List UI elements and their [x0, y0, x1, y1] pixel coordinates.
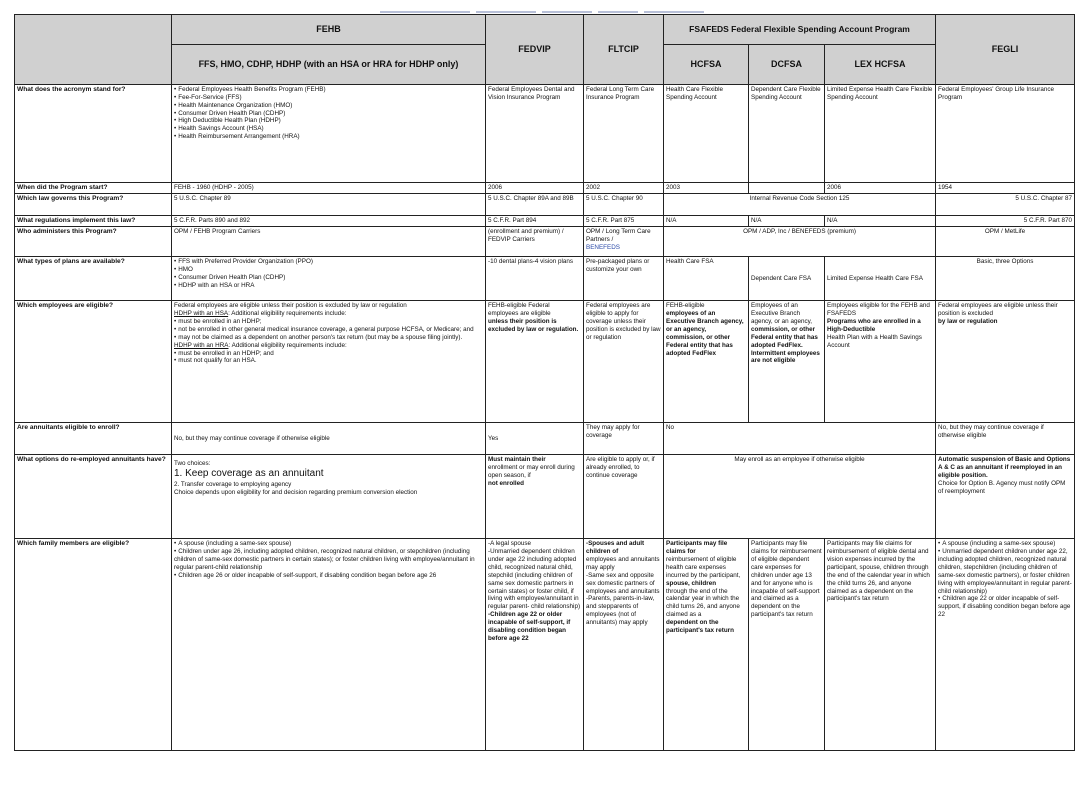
- row-types: [15, 257, 1075, 301]
- cell-text: Federal employees are eligible unless their position is excluded: [938, 302, 1058, 318]
- cell-law-fltcip: 5 U.S.C. Chapter 90: [584, 194, 664, 216]
- cell-types-hcfsa: Health Care FSA: [664, 257, 749, 301]
- cell-text: Automatic suspension of Basic and Options A & C as an annuitant if reemployed in an: [938, 456, 1071, 472]
- cell-text: through the end of the calendar year in which the child turns 26, and anyone claimed as a: [666, 587, 740, 619]
- col-header-fedvip: FEDVIP: [486, 15, 584, 85]
- cell-acronym-fehb: [172, 85, 486, 183]
- cell-annuitants-fltcip: They may apply for coverage: [584, 423, 664, 455]
- list-item: • Federal Employees Health Benefits Program (FEHB): [174, 86, 483, 94]
- list-item: • HDHP with an HSA or HRA: [174, 282, 483, 290]
- list-item: • must not qualify for an HSA.: [174, 357, 483, 365]
- header-row-1: [15, 15, 1075, 45]
- cell-reemployed-fehb: [172, 455, 486, 539]
- cell-family-fehb: [172, 539, 486, 751]
- cell-start-lexhcfsa: 2006: [825, 183, 936, 194]
- row-admin: [15, 227, 1075, 257]
- cell-text: : Additional eligibility requirements include:: [228, 310, 347, 318]
- col-header-fsafeds: FSAFEDS Federal Flexible Spending Account Program: [664, 15, 936, 45]
- list-item: • Health Savings Account (HSA): [174, 125, 483, 133]
- cell-start-fedvip: 2006: [486, 183, 584, 194]
- list-item: • High Deductible Health Plan (HDHP): [174, 117, 483, 125]
- page-header-rule: [380, 0, 710, 6]
- col-header-dcfsa: DCFSA: [749, 45, 825, 85]
- list-item: • HMO: [174, 266, 483, 274]
- cell-eligible-fedvip: [486, 301, 584, 423]
- cell-acronym-fedvip: Federal Employees Dental and Vision Insurance Program: [486, 85, 584, 183]
- row-reemployed: [15, 455, 1075, 539]
- hra-heading: HDHP with an HRA: [174, 341, 229, 349]
- cell-text: -Same sex and opposite sex domestic partners of employees and annuitants: [586, 571, 660, 595]
- cell-regs-hcfsa: N/A: [664, 216, 749, 227]
- row-label-admin: Who administers this Program?: [15, 227, 172, 257]
- cell-family-lexhcfsa: Participants may file claims for reimbursement of eligible dental and vision expenses incurred by the participant, spouse, children through the end of the calendar year in which the child turns 26, and anyone claimed as a dependent on the participant's tax return: [825, 539, 936, 751]
- cell-text: Programs who are enrolled in a High-Deductible: [827, 318, 921, 334]
- cell-law-fegli: 5 U.S.C. Chapter 87: [936, 194, 1075, 216]
- cell-annuitants-fegli: No, but they may continue coverage if otherwise eligible: [936, 423, 1075, 455]
- list-item: • Fee-For-Service (FFS): [174, 94, 483, 102]
- cell-text: -Children age 22 or older incapable of self-support, if disabling condition began before age 22: [488, 611, 571, 642]
- cell-regs-fehb: 5 C.F.R. Parts 890 and 892: [172, 216, 486, 227]
- cell-reemployed-fsafeds: May enroll as an employee if otherwise eligible: [664, 455, 936, 539]
- cell-start-fehb: FEHB - 1960 (HDHP - 2005): [172, 183, 486, 194]
- cell-family-fegli: [936, 539, 1075, 751]
- cell-family-fltcip: [584, 539, 664, 751]
- cell-eligible-fegli: [936, 301, 1075, 423]
- cell-text: Choice depends upon eligibility for and decision regarding premium conversion election: [174, 488, 418, 496]
- row-annuitants: [15, 423, 1075, 455]
- list-item: • Consumer Driven Health Plan (CDHP): [174, 110, 483, 118]
- list-item: • Children age 22 or older incapable of self-support, if disabling condition began before age 22: [938, 595, 1072, 619]
- cell-regs-fltcip: 5 C.F.R. Part 875: [584, 216, 664, 227]
- row-label-family: Which family members are eligible?: [15, 539, 172, 751]
- list-item: • must be enrolled in an HDHP;: [174, 318, 483, 326]
- cell-annuitants-fsafeds: No: [664, 423, 936, 455]
- list-item: • Unmarried dependent children under age 22, including adopted children, recognized natural children, stepchildren (including children of same-sex domestic partners), or foster children living with employee/annuitant in regular parent-child relationship): [938, 548, 1072, 595]
- cell-regs-fedvip: 5 C.F.R. Part 894: [486, 216, 584, 227]
- cell-text: FEHB-eligible Federal employees are eligible: [488, 302, 551, 318]
- col-header-hcfsa: HCFSA: [664, 45, 749, 85]
- cell-reemployed-fedvip: [486, 455, 584, 539]
- cell-admin-fsafeds: OPM / ADP, Inc / BENEFEDS (premium): [664, 227, 936, 257]
- benefits-comparison-table: [14, 14, 1075, 751]
- cell-start-fegli: 1954: [936, 183, 1075, 194]
- cell-types-fegli: Basic, three Options: [936, 257, 1075, 301]
- cell-start-dcfsa: [749, 183, 825, 194]
- cell-text: not enrolled: [488, 480, 525, 488]
- cell-text: employees and annuitants may apply: [586, 556, 660, 572]
- cell-admin-fehb: OPM / FEHB Program Carriers: [172, 227, 486, 257]
- list-item: • Children age 26 or older incapable of self-support, if disabling condition began before age 26: [174, 572, 483, 580]
- row-label-start: When did the Program start?: [15, 183, 172, 194]
- row-label-law: Which law governs this Program?: [15, 194, 172, 216]
- cell-acronym-fltcip: Federal Long Term Care Insurance Program: [584, 85, 664, 183]
- cell-eligible-dcfsa: [749, 301, 825, 423]
- list-item: • Children under age 26, including adopted children, recognized natural children, or stepchildren (including children of same-sex domestic partners in certain states); or foster children living with employee/annuitant in regular parent-child relationship: [174, 548, 483, 572]
- list-item: • A spouse (including a same-sex spouse): [174, 540, 483, 548]
- col-header-fegli: FEGLI: [936, 15, 1075, 85]
- cell-regs-dcfsa: N/A: [749, 216, 825, 227]
- cell-acronym-dcfsa: Dependent Care Flexible Spending Account: [749, 85, 825, 183]
- col-header-fehb: FEHB: [172, 15, 486, 45]
- corner-cell: [15, 15, 172, 85]
- cell-annuitants-fehb: No, but they may continue coverage if otherwise eligible: [172, 423, 486, 455]
- cell-annuitants-fedvip: Yes: [486, 423, 584, 455]
- cell-eligible-fehb: [172, 301, 486, 423]
- list-item: • may not be claimed as a dependent on another person's tax return (but may be a spouse filing jointly).: [174, 334, 483, 342]
- list-item: • must be enrolled in an HDHP; and: [174, 350, 483, 358]
- cell-text: Participants may file claims for: [666, 540, 728, 556]
- cell-admin-fedvip: (enrollment and premium) / FEDVIP Carriers: [486, 227, 584, 257]
- row-label-eligible: Which employees are eligible?: [15, 301, 172, 423]
- row-family: [15, 539, 1075, 751]
- cell-admin-fegli: OPM / MetLife: [936, 227, 1075, 257]
- benefeds-link[interactable]: BENEFEDS: [586, 244, 620, 252]
- cell-text: Employees of an Executive Branch agency, or an agency,: [751, 302, 813, 326]
- list-item: • not be enrolled in other general medical insurance coverage, a general purpose HCFSA, or Medicare; and: [174, 326, 483, 334]
- cell-text: commission, or other Federal entity that has adopted FedFlex. Intermittent employees are not eligible: [751, 326, 820, 365]
- cell-text: -A legal spouse: [488, 540, 532, 548]
- list-item: • Consumer Driven Health Plan (CDHP): [174, 274, 483, 282]
- cell-text: Health Plan with a Health Savings Account: [827, 333, 922, 349]
- list-item: • Health Maintenance Organization (HMO): [174, 102, 483, 110]
- cell-law-fedvip: 5 U.S.C. Chapter 89A and 89B: [486, 194, 584, 216]
- row-label-types: What types of plans are available?: [15, 257, 172, 301]
- cell-admin-fltcip: [584, 227, 664, 257]
- cell-law-fehb: 5 U.S.C. Chapter 89: [172, 194, 486, 216]
- list-item: • Health Reimbursement Arrangement (HRA): [174, 133, 483, 141]
- cell-reemployed-fegli: [936, 455, 1075, 539]
- col-subheader-fehb: FFS, HMO, CDHP, HDHP (with an HSA or HRA for HDHP only): [172, 45, 486, 85]
- cell-text: Choice for Option B. Agency must notify OPM of reemployment: [938, 480, 1066, 495]
- row-start: [15, 183, 1075, 194]
- cell-start-hcfsa: 2003: [664, 183, 749, 194]
- cell-text: -Unmarried dependent children under age 22 including adopted child, recognized natural child, stepchild (including children of same sex domestic partners in certain states) or foster child, if living with employee/annuitant in regular parent- child relationship): [488, 548, 581, 611]
- cell-text: by law or regulation: [938, 318, 998, 326]
- col-header-lexhcfsa: LEX HCFSA: [825, 45, 936, 85]
- cell-law-fsafeds: Internal Revenue Code Section 125: [664, 194, 936, 216]
- cell-text: eligible position.: [938, 472, 988, 480]
- cell-text: 2. Transfer coverage to employing agency: [174, 480, 292, 488]
- cell-text: 1. Keep coverage as an annuitant: [174, 468, 324, 480]
- cell-family-hcfsa: [664, 539, 749, 751]
- cell-text: FEHB-eligible: [666, 302, 705, 310]
- cell-family-fedvip: [486, 539, 584, 751]
- row-label-acronym: What does the acronym stand for?: [15, 85, 172, 183]
- cell-text: Employees eligible for the FEHB and FSAFEDS: [827, 302, 930, 318]
- row-label-regs: What regulations implement this law?: [15, 216, 172, 227]
- cell-types-fedvip: -10 dental plans-4 vision plans: [486, 257, 584, 301]
- col-header-fltcip: FLTCIP: [584, 15, 664, 85]
- cell-start-fltcip: 2002: [584, 183, 664, 194]
- cell-text: Must maintain their: [488, 456, 546, 464]
- cell-types-lexhcfsa: Limited Expense Health Care FSA: [825, 257, 936, 301]
- row-regs: [15, 216, 1075, 227]
- row-acronym: [15, 85, 1075, 183]
- cell-acronym-lexhcfsa: Limited Expense Health Care Flexible Spending Account: [825, 85, 936, 183]
- row-law: [15, 194, 1075, 216]
- cell-text: enrollment or may enroll during open season, if: [488, 464, 575, 480]
- cell-regs-lexhcfsa: N/A: [825, 216, 936, 227]
- cell-reemployed-fltcip: Are eligible to apply or, if already enrolled, to continue coverage: [584, 455, 664, 539]
- cell-eligible-fltcip: Federal employees are eligible to apply for coverage unless their position is excluded by law or regulation: [584, 301, 664, 423]
- row-label-reemployed: What options do re-employed annuitants have?: [15, 455, 172, 539]
- cell-text: reimbursement of eligible health care expenses incurred by the participant,: [666, 556, 741, 579]
- cell-text: OPM / Long Term Care Partners /: [586, 228, 651, 244]
- cell-acronym-hcfsa: Health Care Flexible Spending Account: [664, 85, 749, 183]
- cell-types-fehb: [172, 257, 486, 301]
- cell-acronym-fegli: Federal Employees' Group Life Insurance Program: [936, 85, 1075, 183]
- list-item: • FFS with Preferred Provider Organization (PPO): [174, 258, 483, 266]
- row-eligible: [15, 301, 1075, 423]
- cell-types-dcfsa: Dependent Care FSA: [749, 257, 825, 301]
- cell-text: -Spouses and adult children of: [586, 540, 645, 556]
- cell-regs-fegli: 5 C.F.R. Part 870: [936, 216, 1075, 227]
- cell-text: Two choices:: [174, 460, 211, 468]
- cell-text: dependent on the participant's tax return: [666, 619, 734, 634]
- cell-text: -Parents, parents-in-law, and stepparents of employees (not of annuitants) may apply: [586, 595, 655, 627]
- hsa-heading: HDHP with an HSA: [174, 310, 229, 318]
- cell-family-dcfsa: Participants may file claims for reimbursement of eligible dependent care expenses for children under age 13 and for anyone who is incapable of self-support and claimed as a dependent on the participant's tax return: [749, 539, 825, 751]
- cell-text: : Additional eligibility requirements include:: [228, 341, 347, 349]
- cell-text: unless their position is excluded by law or regulation.: [488, 318, 579, 334]
- cell-eligible-lexhcfsa: [825, 301, 936, 423]
- cell-text: employees of an Executive Branch agency, or an agency, commission, or other Federal entity that has adopted FedFlex: [666, 310, 744, 357]
- cell-text: spouse, children: [666, 579, 717, 587]
- list-item: • A spouse (including a same-sex spouse): [938, 540, 1072, 548]
- cell-types-fltcip: Pre-packaged plans or customize your own: [584, 257, 664, 301]
- cell-text: Federal employees are eligible unless their position is excluded by law or regulation: [174, 302, 407, 310]
- cell-eligible-hcfsa: [664, 301, 749, 423]
- row-label-annuitants: Are annuitants eligible to enroll?: [15, 423, 172, 455]
